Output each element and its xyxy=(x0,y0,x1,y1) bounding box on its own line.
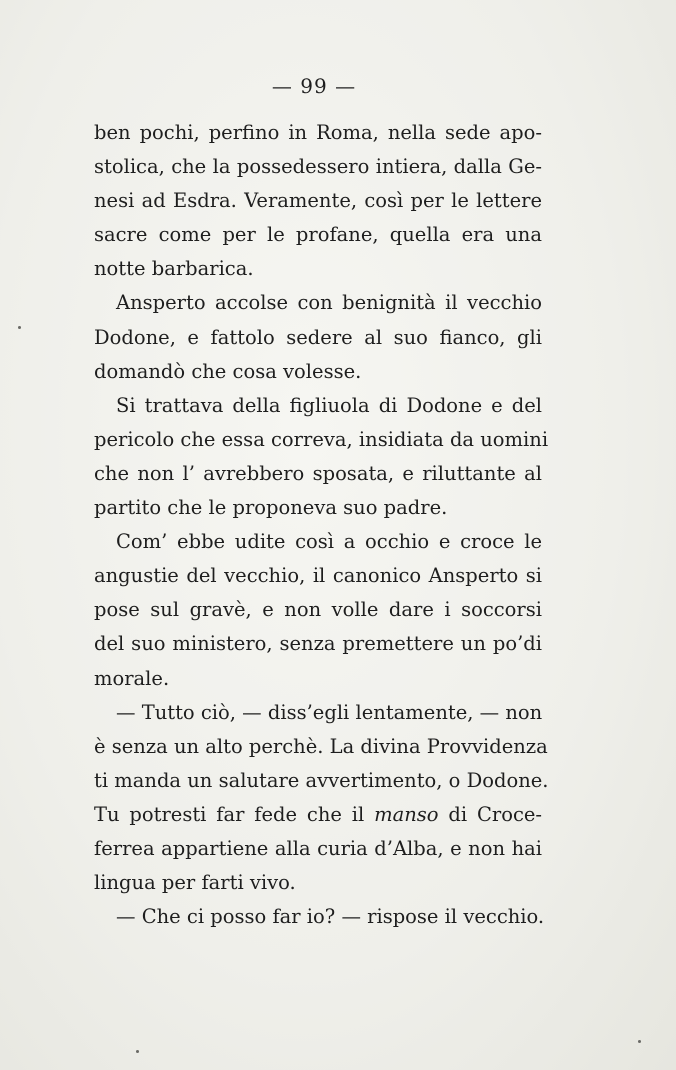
paper-speck xyxy=(136,1050,139,1053)
text-line: stolica, che la possedessero intiera, dalla Ge- xyxy=(94,155,542,179)
text-line: domandò che cosa volesse. xyxy=(94,359,362,383)
text-line: ti manda un salutare avvertimento, o Dodone. xyxy=(94,768,549,792)
text-line: — Tutto ciò, — diss’egli lentamente, — non xyxy=(116,700,543,724)
text-line: pericolo che essa correva, insidiata da uomini xyxy=(94,427,549,451)
text-line: ben pochi, perfino in Roma, nella sede apo- xyxy=(94,121,542,144)
text-line: è senza un alto perchè. La divina Provvidenza xyxy=(94,734,548,758)
text-line: lingua per farti vivo. xyxy=(94,871,296,895)
text-line: morale. xyxy=(94,666,170,690)
text-segment: di Croce- xyxy=(438,802,542,826)
page-number: — 99 — xyxy=(271,74,357,98)
text-segment: Tu potresti far fede che il xyxy=(94,802,375,826)
text-line xyxy=(94,798,542,832)
text-line: Si trattava della figliuola di Dodone e del xyxy=(116,393,542,417)
italic-word: manso xyxy=(374,802,439,826)
text-line: che non l’ avrebbero sposata, e riluttante al xyxy=(94,461,542,485)
paper-speck xyxy=(638,1040,641,1043)
text-line: Ansperto accolse con benignità il vecchio xyxy=(116,291,542,315)
text-line: Com’ ebbe udite così a occhio e croce le xyxy=(116,530,542,554)
text-line: nesi ad Esdra. Veramente, così per le lettere xyxy=(94,189,542,213)
paper-speck xyxy=(18,326,21,329)
text-line: del suo ministero, senza premettere un po’di xyxy=(94,632,542,656)
text-line: sacre come per le profane, quella era una xyxy=(94,223,542,247)
text-line: pose sul gravè, e non volle dare i soccorsi xyxy=(94,598,542,622)
text-line: angustie del vecchio, il canonico Ansperto si xyxy=(94,564,542,588)
text-line: notte barbarica. xyxy=(94,257,254,281)
text-line: Dodone, e fattolo sedere al suo fianco, gli xyxy=(94,325,542,349)
text-line: — Che ci posso far io? — rispose il vecchio. xyxy=(116,905,545,929)
text-line: partito che le proponeva suo padre. xyxy=(94,496,448,520)
body-text xyxy=(94,116,549,934)
text-line: ferrea appartiene alla curia d’Alba, e non hai xyxy=(94,836,542,860)
